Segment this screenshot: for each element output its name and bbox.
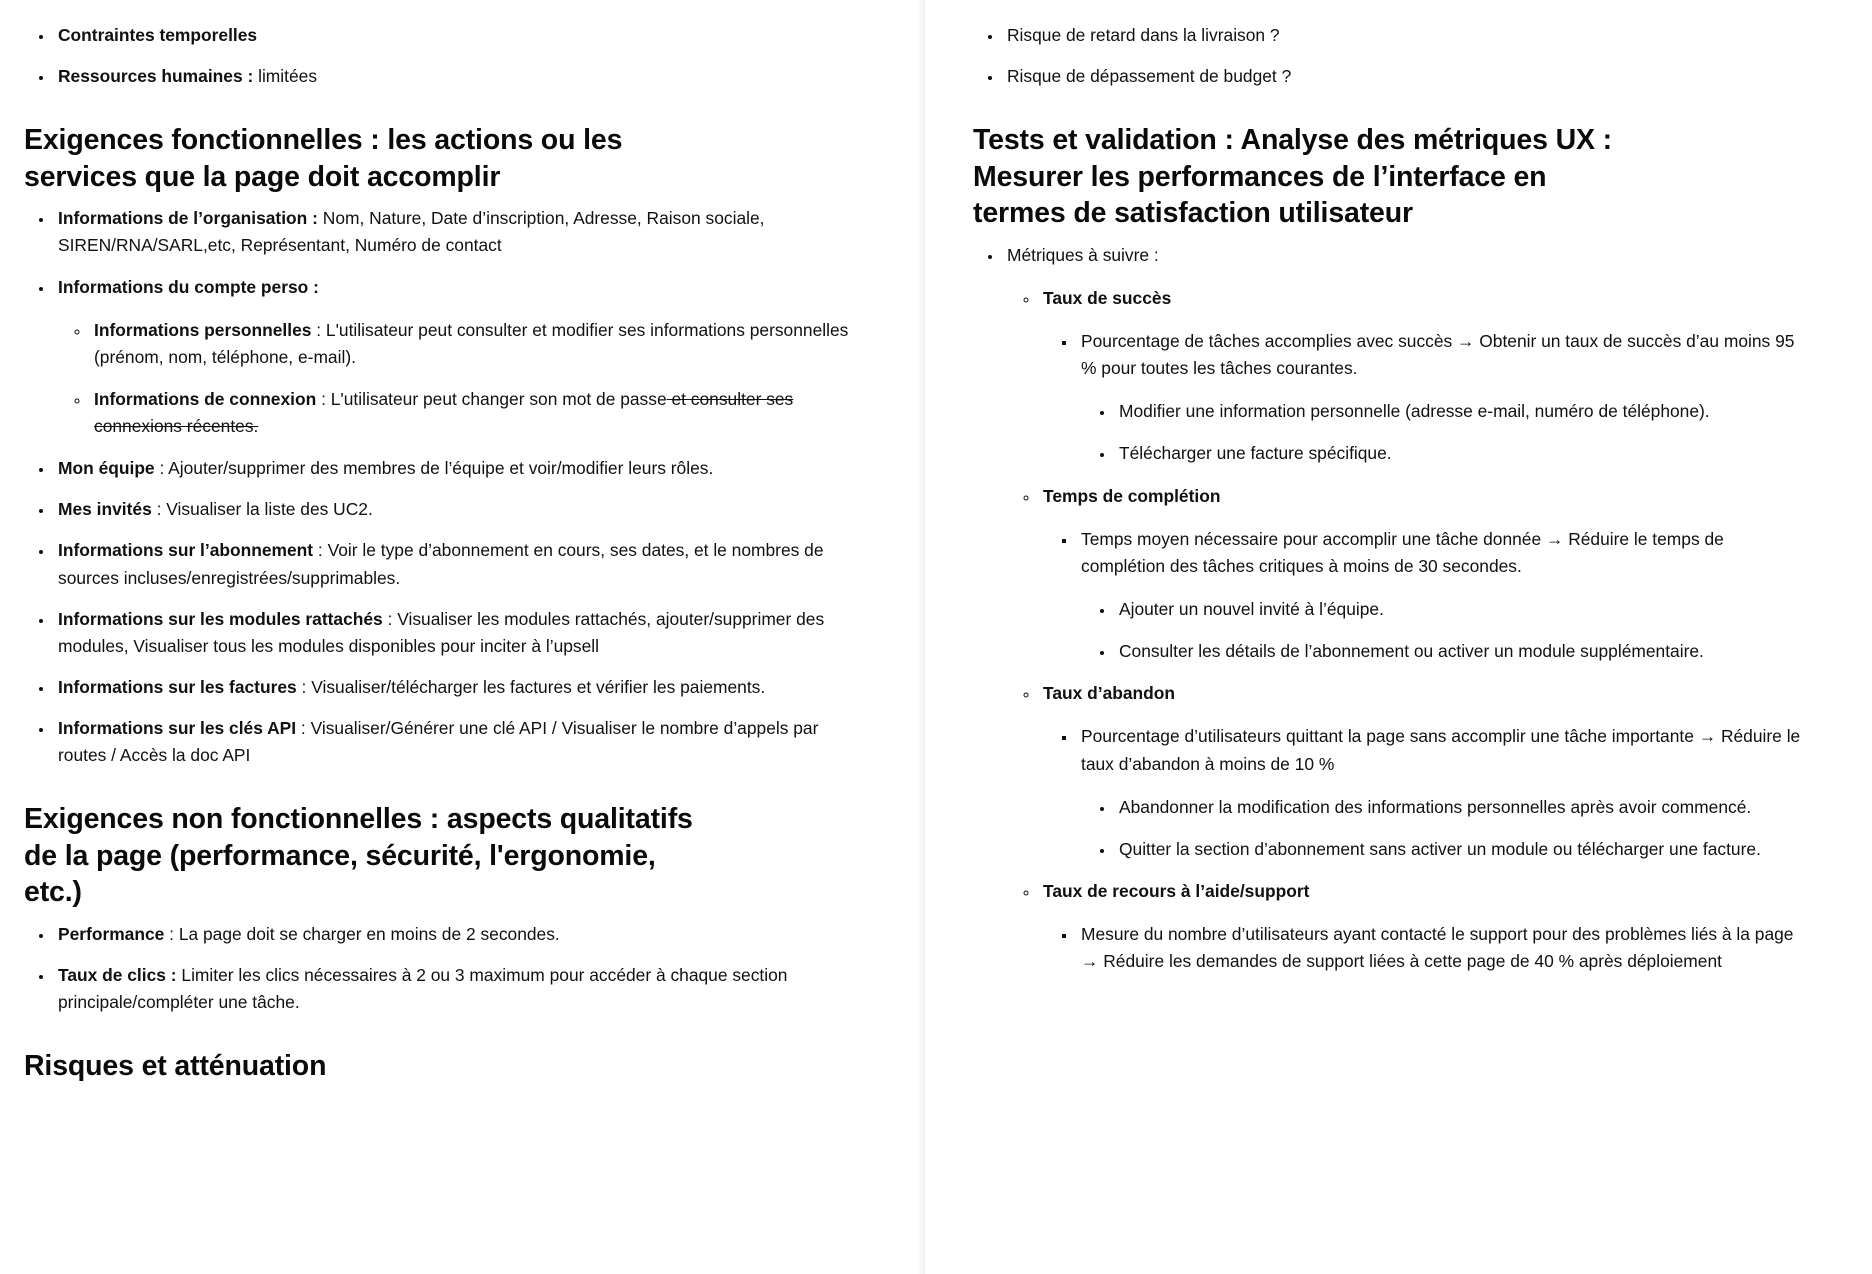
bullet-text: Limiter les clics nécessaires à 2 ou 3 maximum pour accéder à chaque section principale/compléter une tâche. [58, 965, 788, 1013]
metric-title: Taux d’abandon [1043, 683, 1176, 704]
list-item [1077, 921, 1812, 975]
list-item [54, 606, 865, 660]
bullet-term: Informations sur les factures [58, 677, 297, 698]
list-item [54, 962, 865, 1016]
nonfunctional-requirements-list [24, 921, 865, 1016]
metrics-list [973, 242, 1812, 976]
list-item [1077, 328, 1812, 468]
bullet-text: : Visualiser la liste des UC2. [151, 499, 373, 520]
metric-detail: Mesure du nombre d’utilisateurs ayant contacté le support pour des problèmes liés à la page → Réduire les demandes de support liées à cette page de 40 % après déploiement [1081, 924, 1794, 972]
list-item [1077, 723, 1812, 863]
list-item [54, 674, 865, 701]
bullet-term: Ressources humaines : [58, 66, 254, 87]
risk-bullet-list [973, 22, 1812, 90]
list-item: • Risque de dépassement de budget ? [1003, 63, 1812, 90]
metrics-sublist [1007, 285, 1812, 976]
list-item [54, 537, 865, 591]
bullet-text: : L'utilisateur peut consulter et modifier ses informations personnelles (prénom, nom, téléphone, e-mail). [94, 319, 849, 367]
metric-detail: Temps moyen nécessaire pour accomplir une tâche donnée → Réduire le temps de complétion des tâches critiques à moins de 30 secondes. [1081, 528, 1724, 576]
list-item: • Modifier une information personnelle (adresse e-mail, numéro de téléphone). [1115, 398, 1812, 425]
right-page [925, 0, 1872, 1274]
list-item [1077, 526, 1812, 666]
bullet-text: : Visualiser les modules rattachés, ajouter/supprimer des modules, Visualiser tous les modules disponibles pour inciter à l’upsell [58, 608, 825, 656]
functional-requirements-list [24, 205, 865, 769]
metric-detail-list [1043, 526, 1812, 666]
bullet-term: Informations du compte perso : [58, 276, 319, 297]
list-item [54, 274, 865, 441]
bullet-text: : Visualiser/Générer une clé API / Visualiser le nombre d’appels par routes / Accès la doc API [58, 718, 819, 766]
list-item [54, 455, 865, 482]
metric-example-list [1081, 596, 1812, 665]
list-item: • Abandonner la modification des informations personnelles après avoir commencé. [1115, 794, 1812, 821]
metric-detail: Pourcentage de tâches accomplies avec succès → Obtenir un taux de succès d’au moins 95 % pour toutes les tâches courantes. [1081, 330, 1795, 379]
list-item: • Ajouter un nouvel invité à l’équipe. [1115, 596, 1812, 623]
bullet-text: : Visualiser/télécharger les factures et vérifier les paiements. [296, 677, 766, 698]
list-item [1039, 878, 1812, 975]
bullet-term: Informations sur l’abonnement [58, 540, 314, 561]
metric-detail-list [1043, 921, 1812, 975]
bullet-term: Informations sur les modules rattachés [58, 608, 383, 629]
list-item [90, 386, 865, 440]
bullet-term: Contraintes temporelles [58, 25, 258, 45]
bullet-text: : L'utilisateur peut changer son mot de passe [316, 388, 667, 409]
list-item [90, 317, 865, 371]
heading-tests-et-validation: Tests et validation : Analyse des métriques UX : Mesurer les performances de l’interface en termes de satisfaction utilisateur [973, 124, 1612, 230]
metric-example-list [1081, 398, 1812, 467]
heading-risques-et-attenuation: Risques et atténuation [24, 1050, 327, 1083]
metric-detail: Pourcentage d’utilisateurs quittant la page sans accomplir une tâche importante → Réduire le taux d’abandon à moins de 10 % [1081, 726, 1801, 774]
metric-example-list [1081, 794, 1812, 863]
list-item [1003, 242, 1812, 976]
bullet-text: : La page doit se charger en moins de 2 secondes. [164, 923, 560, 944]
list-item [1039, 483, 1812, 666]
bullet-term: Performance [58, 923, 165, 944]
bullet-term: Informations personnelles [94, 319, 312, 340]
list-item: • Consulter les détails de l’abonnement ou activer un module supplémentaire. [1115, 638, 1812, 665]
list-item: • Risque de retard dans la livraison ? [1003, 22, 1812, 49]
bullet-text: Nom, Nature, Date d’inscription, Adresse, Raison sociale, SIREN/RNA/SARL,etc, Représentant, Numéro de contact [58, 208, 765, 256]
list-item [54, 715, 865, 769]
bullet-text: : Voir le type d’abonnement en cours, ses dates, et le nombres de sources incluses/enregistrées/supprimables. [58, 540, 824, 588]
heading-exigences-fonctionnelles: Exigences fonctionnelles : les actions ou les services que la page doit accomplir [24, 124, 623, 193]
left-page [0, 0, 925, 1274]
bullet-term: Taux de clics : [58, 965, 177, 986]
list-item [1039, 680, 1812, 863]
list-item [54, 22, 865, 49]
bullet-term: Informations de connexion [94, 388, 317, 409]
list-item [54, 63, 865, 90]
metric-title: Taux de recours à l’aide/support [1043, 880, 1310, 901]
bullet-term: Mon équipe [58, 458, 155, 479]
list-item: • Télécharger une facture spécifique. [1115, 440, 1812, 467]
bullet-term: Mes invités [58, 499, 152, 520]
metric-title: Temps de complétion [1043, 485, 1221, 506]
bullet-term: Informations de l’organisation : [58, 208, 318, 229]
list-item [1039, 285, 1812, 468]
compte-perso-sublist [58, 317, 865, 441]
list-item: • Quitter la section d’abonnement sans activer un module ou télécharger une facture. [1115, 836, 1812, 863]
struck-through-text: et consulter ses connexions récentes. [94, 388, 794, 437]
intro-bullet-list [24, 22, 865, 90]
list-item [54, 921, 865, 948]
list-item [54, 205, 865, 259]
metric-detail-list [1043, 328, 1812, 468]
metric-detail-list [1043, 723, 1812, 863]
metric-title: Taux de succès [1043, 287, 1172, 308]
heading-exigences-non-fonctionnelles: Exigences non fonctionnelles : aspects qualitatifs de la page (performance, sécurité, l'ergonomie, etc.) [24, 803, 693, 909]
list-item [54, 496, 865, 523]
bullet-text: : Ajouter/supprimer des membres de l’équipe et voir/modifier leurs rôles. [154, 458, 714, 479]
bullet-text: limitées [253, 66, 318, 87]
bullet-term: Informations sur les clés API [58, 718, 297, 739]
metrics-label: Métriques à suivre : [1007, 244, 1159, 265]
